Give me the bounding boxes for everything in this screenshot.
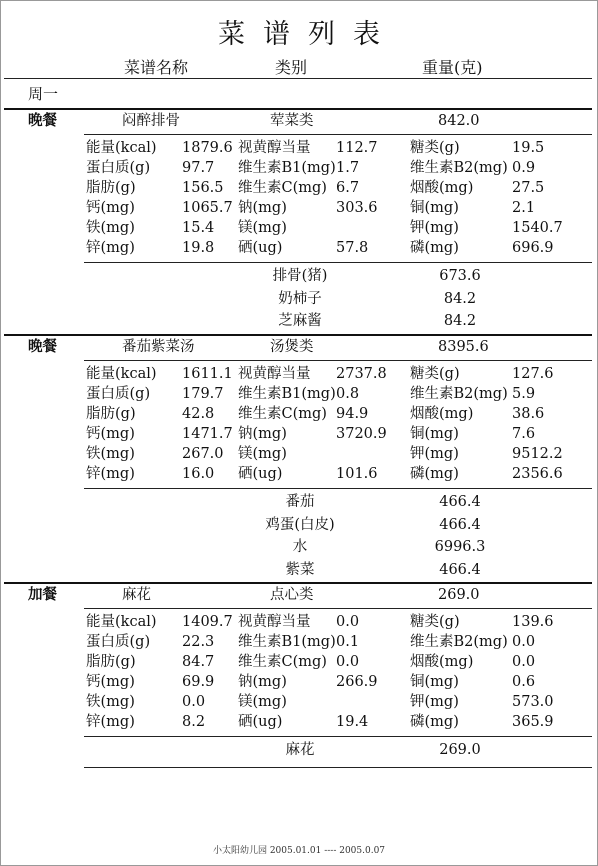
ingredient-name: 芝麻酱 xyxy=(278,313,322,329)
nutrient-label: 蛋白质(g) xyxy=(86,160,151,176)
nutrient-label: 镁(mg) xyxy=(238,446,287,462)
nutrient-label: 镁(mg) xyxy=(238,694,287,710)
nutrient-label: 维生素B1(mg) xyxy=(238,634,336,650)
nutrient-rule xyxy=(84,134,592,135)
nutrient-label: 镁(mg) xyxy=(238,220,287,236)
nutrient-label: 硒(ug) xyxy=(238,714,283,730)
meal-rule xyxy=(4,108,592,110)
dish-name: 闷醉排骨 xyxy=(122,113,180,129)
page-title: 菜谱列表 xyxy=(218,19,398,50)
nutrient-label: 糖类(g) xyxy=(410,366,460,382)
nutrient-label: 维生素B2(mg) xyxy=(410,386,508,402)
nutrient-label: 糖类(g) xyxy=(410,614,460,630)
nutrient-label: 烟酸(mg) xyxy=(410,406,474,422)
ingredient-weight: 466.4 xyxy=(439,494,481,510)
nutrient-value: 94.9 xyxy=(336,406,369,422)
ingredient-rule xyxy=(84,736,592,737)
nutrient-value: 1.7 xyxy=(336,160,360,176)
nutrient-rule xyxy=(84,360,592,361)
nutrient-value: 0.0 xyxy=(512,634,536,650)
nutrient-value: 97.7 xyxy=(182,160,215,176)
ingredient-rule xyxy=(84,262,592,263)
nutrient-label: 硒(ug) xyxy=(238,240,283,256)
nutrient-label: 脂肪(g) xyxy=(86,406,136,422)
dish-category: 汤煲类 xyxy=(270,339,314,355)
nutrient-value: 101.6 xyxy=(336,466,378,482)
nutrient-value: 42.8 xyxy=(182,406,215,422)
ingredient-weight: 6996.3 xyxy=(434,539,486,555)
nutrient-label: 铜(mg) xyxy=(410,426,459,442)
nutrient-value: 0.1 xyxy=(336,634,360,650)
nutrient-label: 钠(mg) xyxy=(238,426,287,442)
ingredient-name: 水 xyxy=(292,539,308,555)
ingredient-rule xyxy=(84,488,592,489)
nutrient-label: 维生素C(mg) xyxy=(238,654,327,670)
nutrient-value: 303.6 xyxy=(336,200,378,216)
nutrient-label: 脂肪(g) xyxy=(86,654,136,670)
meal-label: 加餐 xyxy=(28,586,57,603)
nutrient-value: 696.9 xyxy=(512,240,554,256)
nutrient-label: 能量(kcal) xyxy=(86,366,157,382)
nutrient-label: 蛋白质(g) xyxy=(86,386,151,402)
dish-category: 点心类 xyxy=(270,587,314,603)
dish-weight: 842.0 xyxy=(438,113,480,129)
nutrient-label: 磷(mg) xyxy=(410,466,459,482)
nutrient-label: 脂肪(g) xyxy=(86,180,136,196)
nutrient-label: 铁(mg) xyxy=(86,446,135,462)
nutrient-value: 84.7 xyxy=(182,654,215,670)
nutrient-value: 156.5 xyxy=(182,180,224,196)
nutrient-value: 3720.9 xyxy=(336,426,387,442)
ingredient-name: 鸡蛋(白皮) xyxy=(265,516,335,533)
nutrient-value: 8.2 xyxy=(182,714,206,730)
meal-rule xyxy=(4,582,592,584)
ingredient-weight: 84.2 xyxy=(443,290,477,307)
nutrient-value: 2356.6 xyxy=(512,466,563,482)
nutrient-label: 铁(mg) xyxy=(86,220,135,236)
dish-name: 麻花 xyxy=(122,587,151,603)
nutrient-value: 1409.7 xyxy=(182,614,233,630)
nutrient-value: 1540.7 xyxy=(512,220,563,236)
nutrient-value: 0.6 xyxy=(512,674,536,690)
nutrient-value: 1879.6 xyxy=(182,140,233,156)
nutrient-value: 2737.8 xyxy=(336,366,387,382)
nutrient-value: 0.0 xyxy=(336,614,360,630)
nutrient-value: 7.6 xyxy=(512,426,536,442)
nutrient-value: 19.4 xyxy=(336,714,369,730)
nutrient-value: 19.5 xyxy=(512,140,545,156)
nutrient-value: 0.8 xyxy=(336,386,360,402)
nutrient-label: 钾(mg) xyxy=(410,220,459,236)
nutrient-label: 烟酸(mg) xyxy=(410,180,474,196)
nutrient-value: 69.9 xyxy=(182,674,215,690)
dish-weight: 8395.6 xyxy=(438,339,489,355)
nutrient-value: 27.5 xyxy=(512,180,545,196)
footer-text: 小太阳幼儿园 2005.01.01 ---- 2005.0.07 xyxy=(212,846,386,856)
nutrient-rule xyxy=(84,608,592,609)
nutrient-label: 钙(mg) xyxy=(86,426,135,442)
nutrient-value: 9512.2 xyxy=(512,446,563,462)
nutrient-label: 钾(mg) xyxy=(410,694,459,710)
meal-label: 晚餐 xyxy=(28,112,57,129)
nutrient-value: 38.6 xyxy=(512,406,545,422)
dish-name: 番茄紫菜汤 xyxy=(122,339,195,355)
meal-rule xyxy=(4,334,592,336)
nutrient-value: 6.7 xyxy=(336,180,360,196)
nutrient-label: 锌(mg) xyxy=(86,714,135,730)
ingredient-weight: 84.2 xyxy=(443,313,477,329)
ingredient-weight: 269.0 xyxy=(439,742,481,758)
ingredient-name: 奶柿子 xyxy=(278,290,322,307)
header-weight: 重量(克) xyxy=(422,58,483,77)
nutrient-value: 0.0 xyxy=(182,694,206,710)
nutrient-value: 1065.7 xyxy=(182,200,233,216)
nutrient-value: 2.1 xyxy=(512,200,536,216)
nutrient-value: 365.9 xyxy=(512,714,554,730)
nutrient-value: 267.0 xyxy=(182,446,224,462)
header-rule xyxy=(4,78,592,79)
nutrient-value: 179.7 xyxy=(182,386,224,402)
nutrient-value: 139.6 xyxy=(512,614,554,630)
ingredient-name: 番茄 xyxy=(285,494,315,510)
nutrient-label: 硒(ug) xyxy=(238,466,283,482)
ingredient-weight: 673.6 xyxy=(439,268,481,284)
nutrient-label: 视黄醇当量 xyxy=(238,614,311,630)
meal-label: 晚餐 xyxy=(28,338,57,355)
nutrient-value: 112.7 xyxy=(336,140,378,156)
nutrient-label: 蛋白质(g) xyxy=(86,634,151,650)
nutrient-label: 能量(kcal) xyxy=(86,614,157,630)
nutrient-value: 0.0 xyxy=(336,654,360,670)
nutrient-label: 钾(mg) xyxy=(410,446,459,462)
bottom-rule xyxy=(84,767,592,768)
nutrient-label: 维生素C(mg) xyxy=(238,180,327,196)
nutrient-value: 266.9 xyxy=(336,674,378,690)
nutrient-label: 锌(mg) xyxy=(86,240,135,256)
nutrient-label: 钠(mg) xyxy=(238,674,287,690)
nutrient-value: 0.9 xyxy=(512,160,536,176)
nutrient-label: 维生素C(mg) xyxy=(238,406,327,422)
nutrient-label: 维生素B1(mg) xyxy=(238,386,336,402)
nutrient-value: 1611.1 xyxy=(182,366,233,382)
nutrient-label: 钙(mg) xyxy=(86,674,135,690)
nutrient-value: 15.4 xyxy=(182,220,215,236)
nutrient-label: 维生素B1(mg) xyxy=(238,160,336,176)
nutrient-label: 铁(mg) xyxy=(86,694,135,710)
nutrient-label: 磷(mg) xyxy=(410,240,459,256)
nutrient-label: 能量(kcal) xyxy=(86,140,157,156)
nutrient-label: 锌(mg) xyxy=(86,466,135,482)
ingredient-name: 排骨(猪) xyxy=(272,268,328,284)
dish-weight: 269.0 xyxy=(438,587,480,603)
day-label: 周一 xyxy=(28,85,59,103)
nutrient-label: 铜(mg) xyxy=(410,674,459,690)
nutrient-label: 视黄醇当量 xyxy=(238,366,311,382)
header-name: 菜谱名称 xyxy=(124,58,189,77)
nutrient-label: 维生素B2(mg) xyxy=(410,160,508,176)
nutrient-label: 铜(mg) xyxy=(410,200,459,216)
nutrient-label: 磷(mg) xyxy=(410,714,459,730)
nutrient-value: 1471.7 xyxy=(182,426,233,442)
nutrient-value: 573.0 xyxy=(512,694,554,710)
ingredient-weight: 466.4 xyxy=(439,561,481,578)
nutrient-label: 糖类(g) xyxy=(410,140,460,156)
ingredient-weight: 466.4 xyxy=(439,516,481,533)
nutrient-value: 127.6 xyxy=(512,366,554,382)
header-category: 类别 xyxy=(275,58,308,77)
ingredient-name: 麻花 xyxy=(285,742,315,758)
nutrient-label: 视黄醇当量 xyxy=(238,140,311,156)
nutrient-label: 钠(mg) xyxy=(238,200,287,216)
nutrient-value: 57.8 xyxy=(336,240,369,256)
nutrient-label: 维生素B2(mg) xyxy=(410,634,508,650)
dish-category: 荤菜类 xyxy=(270,113,314,129)
nutrient-label: 烟酸(mg) xyxy=(410,654,474,670)
nutrient-label: 钙(mg) xyxy=(86,200,135,216)
nutrient-value: 22.3 xyxy=(182,634,215,650)
nutrient-value: 16.0 xyxy=(182,466,215,482)
nutrient-value: 0.0 xyxy=(512,654,536,670)
nutrient-value: 19.8 xyxy=(182,240,215,256)
ingredient-name: 紫菜 xyxy=(285,561,315,578)
nutrient-value: 5.9 xyxy=(512,386,536,402)
